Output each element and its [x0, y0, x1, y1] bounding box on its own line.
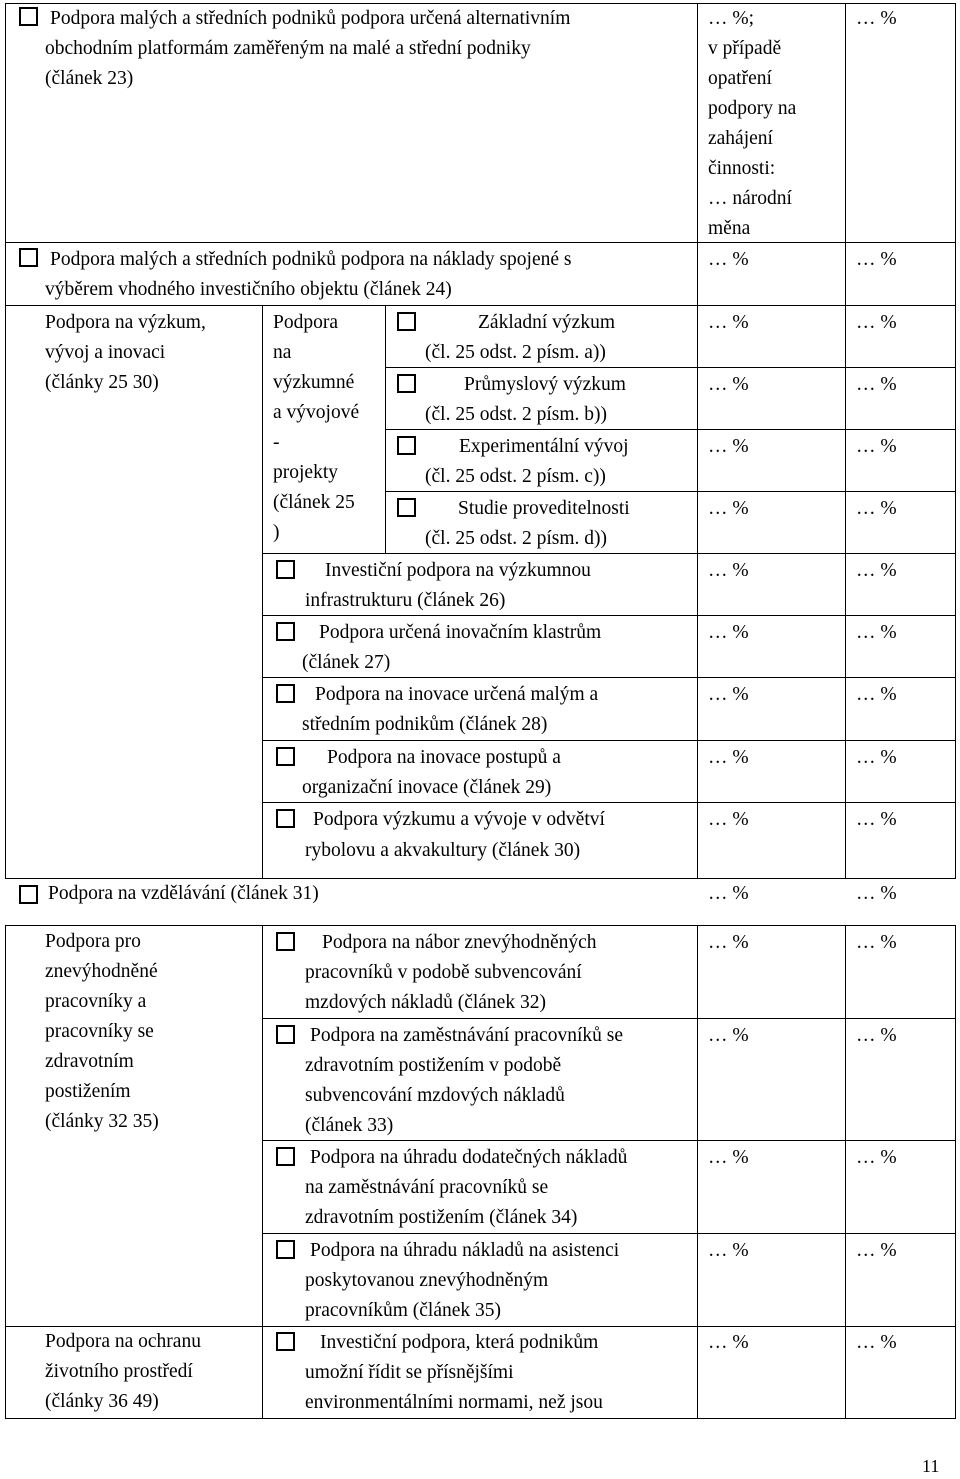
- group-label-disabled: Podpora pro: [45, 931, 141, 952]
- subgroup-label-projects: projekty: [273, 462, 338, 483]
- table-border: [5, 242, 956, 243]
- group-label-environment: Podpora na ochranu: [45, 1331, 201, 1352]
- checkbox-art25-c[interactable]: [397, 436, 416, 455]
- rate-value: … %: [856, 747, 897, 768]
- group-label-research: vývoj a inovaci: [45, 342, 166, 363]
- rate-note: činnosti:: [708, 158, 776, 179]
- checkbox-article-24[interactable]: [19, 248, 38, 267]
- article-24-line: výběrem vhodného investičního objektu (článek 24): [45, 279, 452, 300]
- table-border: [262, 305, 263, 878]
- rate-value: … %: [708, 1025, 749, 1046]
- checkbox-article-36[interactable]: [276, 1332, 295, 1351]
- table-border: [262, 740, 956, 741]
- rate-value: … %: [708, 622, 749, 643]
- subgroup-label-projects: Podpora: [273, 312, 338, 333]
- rate-value: … %;: [708, 8, 755, 29]
- item-label: (čl. 25 odst. 2 písm. c)): [425, 466, 606, 487]
- item-label: středním podnikům (článek 28): [302, 714, 548, 735]
- item-label: (čl. 25 odst. 2 písm. a)): [425, 342, 606, 363]
- checkbox-article-30[interactable]: [276, 809, 295, 828]
- table-border: [5, 3, 6, 878]
- item-label: (čl. 25 odst. 2 písm. b)): [425, 404, 607, 425]
- checkbox-article-32[interactable]: [276, 932, 295, 951]
- item-label: (článek 33): [305, 1115, 394, 1136]
- page-number: 11: [922, 1456, 940, 1476]
- rate-value: … %: [856, 684, 897, 705]
- checkbox-article-31[interactable]: [19, 885, 38, 904]
- subgroup-label-projects: (článek 25: [273, 492, 355, 513]
- group-label-disabled: pracovníky a: [45, 991, 147, 1012]
- item-label: Investiční podpora, která podnikům: [320, 1332, 599, 1353]
- item-label: Investiční podpora na výzkumnou: [325, 560, 591, 581]
- item-label: pracovníkům (článek 35): [305, 1300, 502, 1321]
- group-label-disabled: pracovníky se: [45, 1021, 154, 1042]
- group-label-environment: (články 36 49): [45, 1391, 159, 1412]
- rate-value: … %: [856, 622, 897, 643]
- group-label-disabled: zdravotním: [45, 1051, 134, 1072]
- item-label: Podpora na inovace postupů a: [327, 747, 561, 768]
- table-border: [845, 925, 846, 1419]
- item-label: Základní výzkum: [478, 312, 616, 333]
- table-border: [262, 1233, 956, 1234]
- item-label: environmentálními normami, než jsou: [305, 1392, 603, 1413]
- subgroup-label-projects: na: [273, 342, 292, 363]
- checkbox-article-34[interactable]: [276, 1147, 295, 1166]
- checkbox-article-23[interactable]: [19, 7, 38, 26]
- rate-note: zahájení: [708, 128, 773, 149]
- item-label: Studie proveditelnosti: [458, 498, 630, 519]
- rate-value: … %: [708, 498, 749, 519]
- rate-value: … %: [856, 312, 897, 333]
- rate-note: podpory na: [708, 98, 797, 119]
- rate-value: … %: [856, 1025, 897, 1046]
- table-border: [845, 3, 846, 878]
- rate-value: … %: [708, 883, 749, 904]
- rate-value: … %: [708, 1147, 749, 1168]
- table-border: [5, 1418, 956, 1419]
- item-label: Podpora na zaměstnávání pracovníků se: [310, 1025, 623, 1046]
- checkbox-article-29[interactable]: [276, 747, 295, 766]
- rate-value: … %: [856, 1240, 897, 1261]
- item-label: rybolovu a akvakultury (článek 30): [305, 840, 581, 861]
- rate-value: … %: [856, 8, 897, 29]
- group-label-research: (články 25 30): [45, 372, 159, 393]
- rate-value: … %: [856, 883, 897, 904]
- rate-note: opatření: [708, 68, 772, 89]
- subgroup-label-projects: ): [273, 522, 280, 543]
- rate-note: … národní: [708, 188, 792, 209]
- item-label: Podpora na úhradu nákladů na asistenci: [310, 1240, 620, 1261]
- rate-value: … %: [708, 747, 749, 768]
- item-label: Podpora na nábor znevýhodněných: [322, 932, 597, 953]
- rate-value: … %: [856, 932, 897, 953]
- table-border: [262, 925, 263, 1419]
- subgroup-label-projects: -: [273, 432, 280, 453]
- rate-note: v případě: [708, 38, 782, 59]
- item-label: (čl. 25 odst. 2 písm. d)): [425, 528, 607, 549]
- checkbox-article-27[interactable]: [276, 622, 295, 641]
- item-label: Podpora na inovace určená malým a: [315, 684, 599, 705]
- group-label-environment: životního prostředí: [45, 1361, 193, 1382]
- group-label-disabled: (články 32 35): [45, 1111, 159, 1132]
- item-label: subvencování mzdových nákladů: [305, 1085, 565, 1106]
- rate-value: … %: [708, 312, 749, 333]
- group-label-disabled: postižením: [45, 1081, 131, 1102]
- table-border: [262, 553, 956, 554]
- checkbox-art25-b[interactable]: [397, 374, 416, 393]
- checkbox-article-33[interactable]: [276, 1025, 295, 1044]
- rate-value: … %: [708, 684, 749, 705]
- article-23-line: [50, 4, 686, 34]
- rate-value: … %: [856, 498, 897, 519]
- subgroup-label-projects: výzkumné: [273, 372, 355, 393]
- rate-value: … %: [708, 932, 749, 953]
- rate-value: … %: [856, 249, 897, 270]
- rate-value: … %: [856, 436, 897, 457]
- checkbox-art25-a[interactable]: [397, 312, 416, 331]
- item-label: umožní řídit se přísnějšími: [305, 1362, 514, 1383]
- item-label: Experimentální vývoj: [459, 436, 629, 457]
- item-label: infrastrukturu (článek 26): [305, 590, 506, 611]
- item-label: mzdových nákladů (článek 32): [305, 992, 546, 1013]
- item-label: zdravotním postižením (článek 34): [305, 1207, 578, 1228]
- group-label-research: Podpora na výzkum,: [45, 312, 206, 333]
- item-label: organizační inovace (článek 29): [302, 777, 552, 798]
- rate-value: … %: [708, 249, 749, 270]
- rate-value: … %: [708, 436, 749, 457]
- item-label: Podpora na úhradu dodatečných nákladů: [310, 1147, 628, 1168]
- table-border: [5, 925, 956, 926]
- article-24-line: Podpora malých a středních podniků podpora na náklady spojené s: [50, 249, 572, 270]
- table-border: [697, 3, 698, 878]
- table-border: [697, 925, 698, 1419]
- item-label: Podpora určená inovačním klastrům: [319, 622, 602, 643]
- education-label: Podpora na vzdělávání (článek 31): [48, 883, 319, 904]
- rate-note: měna: [708, 218, 751, 239]
- table-border: [955, 925, 956, 1419]
- checkbox-article-35[interactable]: [276, 1240, 295, 1259]
- checkbox-article-28[interactable]: [276, 684, 295, 703]
- rate-value: … %: [708, 1332, 749, 1353]
- item-label: zdravotním postižením v podobě: [305, 1055, 562, 1076]
- table-border: [5, 305, 956, 306]
- checkbox-article-26[interactable]: [276, 560, 295, 579]
- item-label: poskytovanou znevýhodněným: [305, 1270, 549, 1291]
- rate-value: … %: [856, 560, 897, 581]
- item-label: (článek 27): [302, 652, 391, 673]
- article-23-line: (článek 23): [45, 68, 134, 89]
- table-border: [955, 3, 956, 878]
- item-label: Průmyslový výzkum: [464, 374, 626, 395]
- checkbox-art25-d[interactable]: [397, 498, 416, 517]
- table-border: [262, 1018, 956, 1019]
- rate-value: … %: [708, 1240, 749, 1261]
- text-word: Podpora malých a středních podniků podpora určená alternativním: [50, 8, 571, 29]
- item-label: pracovníků v podobě subvencování: [305, 962, 582, 983]
- rate-value: … %: [708, 374, 749, 395]
- rate-value: … %: [856, 1147, 897, 1168]
- item-label: na zaměstnávání pracovníků se: [305, 1177, 549, 1198]
- rate-value: … %: [856, 809, 897, 830]
- rate-value: … %: [708, 560, 749, 581]
- subgroup-label-projects: a vývojové: [273, 402, 360, 423]
- article-23-line: obchodním platformám zaměřeným na malé a střední podniky: [45, 38, 531, 59]
- table-border: [5, 925, 6, 1419]
- item-label: Podpora výzkumu a vývoje v odvětví: [313, 809, 605, 830]
- rate-value: … %: [856, 1332, 897, 1353]
- rate-value: … %: [708, 809, 749, 830]
- group-label-disabled: znevýhodněné: [45, 961, 158, 982]
- rate-value: … %: [856, 374, 897, 395]
